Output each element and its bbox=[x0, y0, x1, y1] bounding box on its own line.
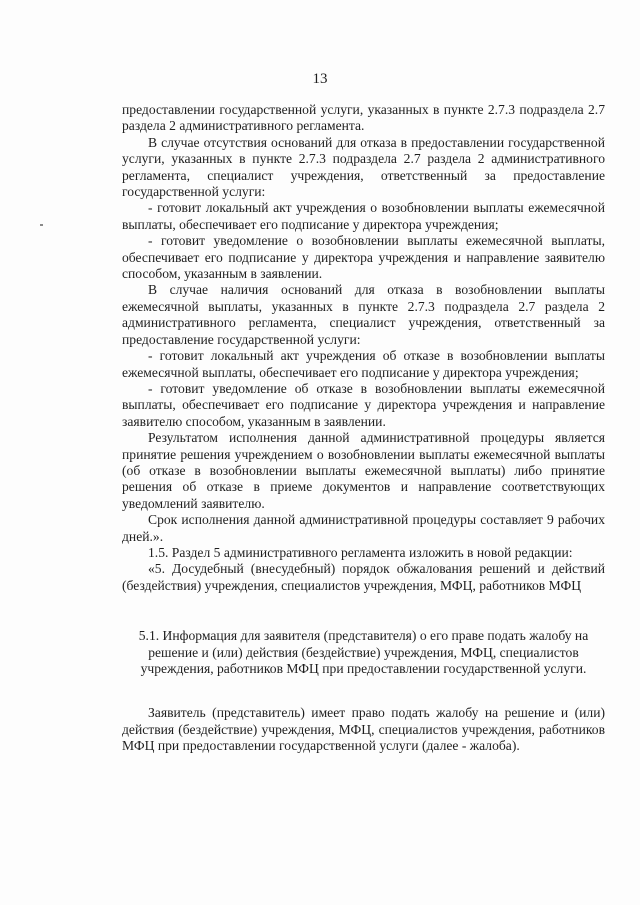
paragraph-deadline: Срок исполнения данной административной процедуры составляет 9 рабочих дней.». bbox=[122, 512, 605, 544]
scan-speck bbox=[40, 224, 43, 226]
paragraph-continuation: предоставлении государственной услуги, указанных в пункте 2.7.3 подраздела 2.7 раздела 2 административного регламента. bbox=[122, 102, 605, 134]
paragraph-no-grounds: В случае отсутствия оснований для отказа в предоставлении государственной услуги, указанных в пункте 2.7.3 подраздела 2.7 раздела 2 административного регламента, специалист учреждения, ответственный за предоставление государственной услуги: bbox=[122, 134, 605, 200]
subsection-5-1-heading: 5.1. Информация для заявителя (представителя) о его праве подать жалобу на решение и (или) действия (бездействие) учреждения, МФЦ, специалистов учреждения, работников МФЦ при предоставлении государственной услуги. bbox=[138, 628, 589, 676]
section-5-title: «5. Досудебный (внесудебный) порядок обжалования решений и действий (бездействия) учреждения, специалистов учреждения, МФЦ, работников МФЦ bbox=[122, 561, 605, 593]
page-number: 13 bbox=[312, 71, 328, 87]
paragraph-grounds-exist: В случае наличия оснований для отказа в возобновлении выплаты ежемесячной выплаты, указанных в пункте 2.7.3 подраздела 2.7 раздела 2 административного регламента, специалист учреждения, ответственный за предоставление государственной услуги: bbox=[122, 282, 605, 347]
list-item-notice-refusal: - готовит уведомление об отказе в возобновлении выплаты ежемесячной выплаты, обеспечивает его подписание у директора учреждения и направление заявителю способом, указанным в заявлении. bbox=[122, 380, 605, 429]
document-body bbox=[122, 102, 605, 755]
paragraph-right-to-complain: Заявитель (представитель) имеет право подать жалобу на решение и (или) действия (бездействие) учреждения, МФЦ, специалистов учреждения, работников МФЦ при предоставлении государственной услуги (далее - жалоба). bbox=[122, 705, 605, 754]
paragraph-amendment: 1.5. Раздел 5 административного регламента изложить в новой редакции: bbox=[148, 544, 573, 560]
list-item-local-act-resume: - готовит локальный акт учреждения о возобновлении выплаты ежемесячной выплаты, обеспечивает его подписание у директора учреждения; bbox=[122, 200, 605, 232]
list-item-notice-resume: - готовит уведомление о возобновлении выплаты ежемесячной выплаты, обеспечивает его подписание у директора учреждения и направление заявителю способом, указанным в заявлении. bbox=[122, 233, 605, 282]
paragraph-result: Результатом исполнения данной административной процедуры является принятие решения учреждением о возобновлении выплаты ежемесячной выплаты (об отказе в возобновлении выплаты ежемесячной выплаты) либо принятие решения об отказе в приеме документов и направление соответствующих уведомлений заявителю. bbox=[122, 430, 605, 511]
list-item-local-act-refusal: - готовит локальный акт учреждения об отказе в возобновлении выплаты ежемесячной выплаты, обеспечивает его подписание у директора учреждения; bbox=[122, 348, 605, 380]
